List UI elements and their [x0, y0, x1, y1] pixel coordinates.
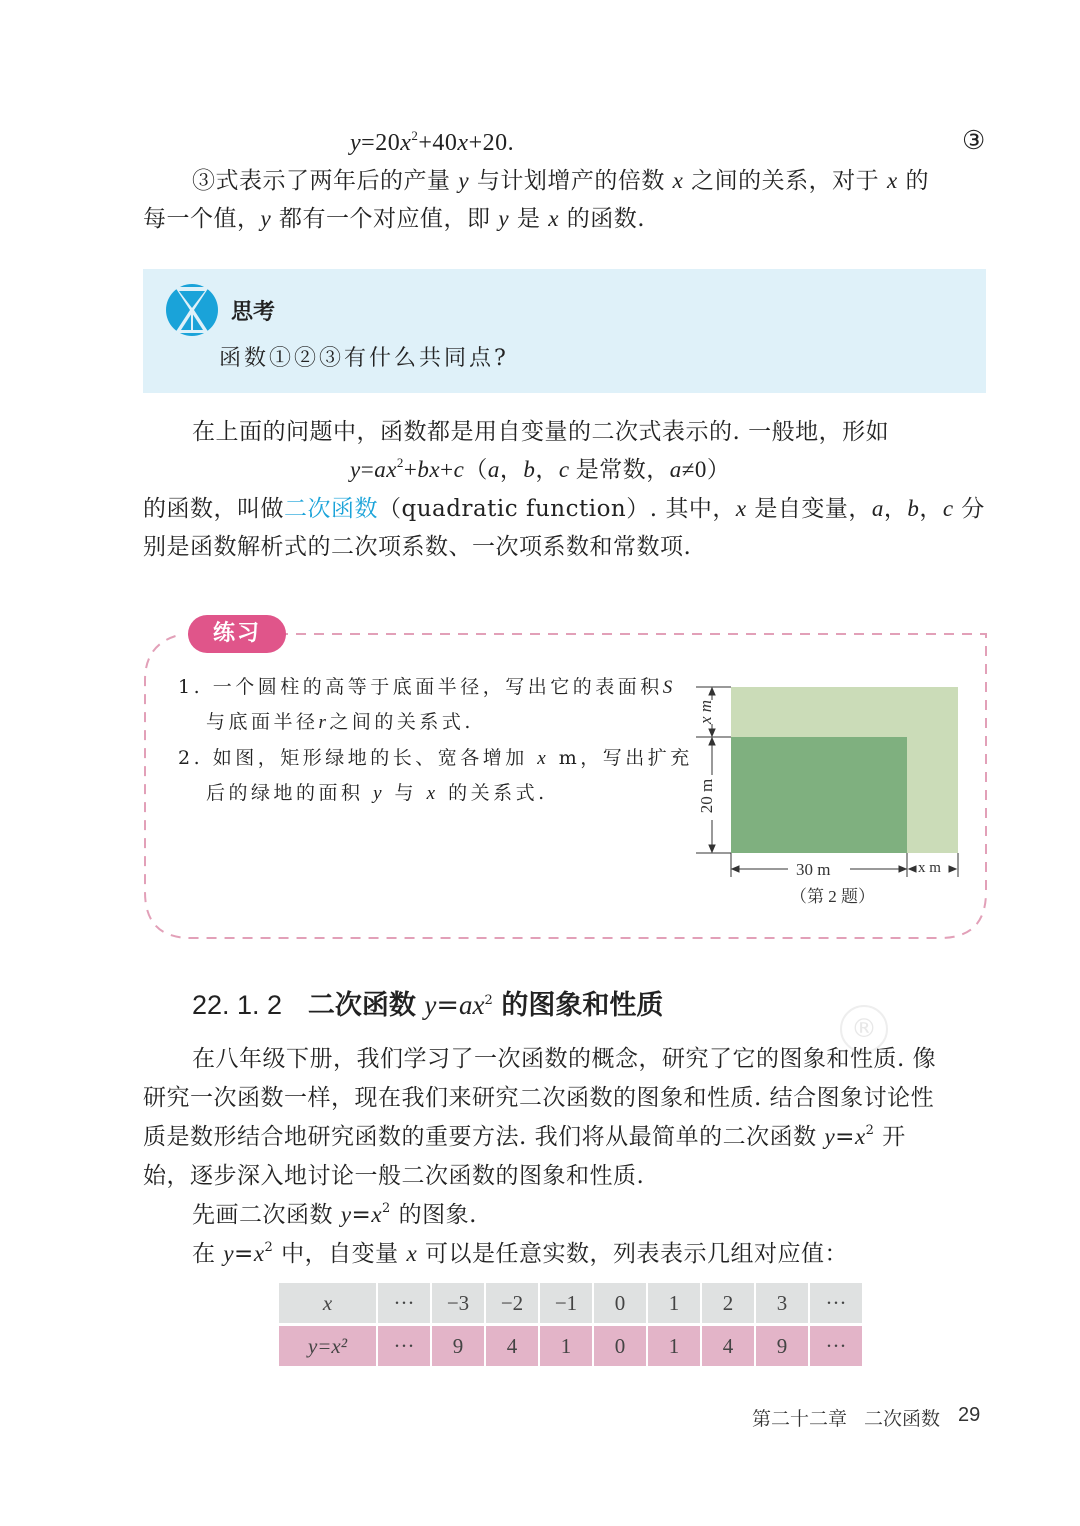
text: 都有一个对应值，即	[271, 206, 499, 232]
table-cell: 1	[648, 1326, 700, 1366]
table-cell: 1	[540, 1326, 592, 1366]
section-title-post: 的图象和性质	[501, 990, 664, 1021]
think-box	[143, 269, 986, 393]
text: ，	[499, 457, 524, 482]
math-var: x	[735, 496, 747, 521]
math-var: x	[537, 748, 550, 769]
paragraph-3-line-2: 研究一次函数一样，现在我们来研究二次函数的图象和性质. 结合图象讨论性	[143, 1085, 935, 1111]
think-question: 函数①②③有什么共同点?	[219, 346, 509, 371]
math-var: x	[887, 168, 898, 193]
text: +	[440, 457, 454, 482]
text: ③式表示了两年后的产量	[192, 168, 459, 194]
math-var: x	[672, 168, 684, 193]
text: 每一个值，	[143, 206, 261, 232]
row-header-y: y=x²	[279, 1326, 376, 1366]
table-cell: 2	[702, 1283, 754, 1323]
figure-caption: （第 2 题）	[790, 887, 875, 906]
eq-exponent: 2	[411, 128, 419, 143]
math-var: x	[854, 1124, 866, 1149]
math-var: x	[548, 206, 559, 231]
text: 与底面半径	[206, 711, 319, 733]
math-var: y	[260, 206, 272, 231]
math-var: x	[429, 457, 441, 482]
footer-chapter-title: 二次函数	[864, 1408, 941, 1430]
text: 后的绿地的面积	[206, 782, 364, 804]
text: 先画二次函数	[192, 1202, 341, 1228]
table-cell: −1	[540, 1283, 592, 1323]
text: 的函数.	[558, 206, 646, 232]
text: ≠0）	[681, 457, 731, 482]
values-table	[277, 1280, 864, 1369]
math-var: r	[318, 712, 330, 733]
text: =	[436, 990, 460, 1021]
exponent: 2	[382, 1201, 391, 1216]
paragraph-3-line-5: 先画二次函数 $y=x^2$ 的图象.	[192, 1201, 477, 1228]
text: +	[403, 457, 418, 482]
text: 如图，矩形绿地的长、宽各增加	[212, 747, 528, 769]
text: m，写出扩充	[558, 747, 693, 769]
math-var: b	[523, 457, 536, 482]
math-var: x	[371, 1202, 383, 1227]
paragraph-2-line-3: 的函数，叫做二次函数（quadratic function）. 其中，x 是自变量，a，b，c 分	[143, 496, 985, 522]
math-var: a	[459, 990, 473, 1020]
text: 是常数，	[569, 457, 670, 482]
label-x-m-height: x m	[696, 699, 716, 725]
text: 之间的关系，对于	[683, 168, 887, 194]
exercise-1-line-1	[178, 674, 676, 701]
math-var: x	[386, 457, 397, 482]
table-cell: 0	[594, 1326, 646, 1366]
table-row-y	[279, 1326, 862, 1366]
exponent: 2	[865, 1123, 875, 1138]
table-cell: 4	[486, 1326, 538, 1366]
text: （	[464, 457, 488, 482]
eq-text: +40	[418, 130, 458, 156]
math-var: S	[662, 677, 676, 698]
math-var: x	[426, 783, 439, 804]
paragraph-3-line-3: 质是数形结合地研究函数的重要方法. 我们将从最简单的二次函数 $y=x^2$ 开	[143, 1123, 906, 1150]
math-var: y	[223, 1241, 235, 1266]
math-var: c	[453, 457, 465, 482]
paragraph-1-line-2	[143, 200, 988, 238]
math-var: a	[487, 457, 500, 482]
table-row-x	[279, 1283, 862, 1323]
math-var: y	[824, 1124, 836, 1149]
math-var: y	[498, 206, 510, 231]
table-cell: 9	[432, 1326, 484, 1366]
text: （quadratic function）. 其中，	[378, 496, 736, 522]
math-var: a	[374, 457, 387, 482]
math-var: b	[907, 496, 920, 521]
math-var: c	[558, 457, 570, 482]
exercise-tag: 练习	[188, 615, 286, 653]
text: 的函数，叫做	[143, 496, 284, 522]
table-cell: 9	[756, 1326, 808, 1366]
table-cell: 4	[702, 1326, 754, 1366]
text: 在	[192, 1241, 224, 1267]
text: ，	[535, 457, 559, 482]
text: 分	[953, 496, 985, 522]
text: 是自变量，	[746, 496, 872, 522]
page-number: 29	[958, 1404, 981, 1426]
exercise-2-line-1	[178, 745, 693, 772]
text: 与计划增产的倍数	[469, 168, 673, 194]
quadratic-general-formula	[350, 451, 1080, 489]
dimension-lines	[690, 680, 980, 890]
paragraph-2-line-1: 在上面的问题中，函数都是用自变量的二次式表示的. 一般地，形如	[192, 419, 890, 445]
text: 的关系式.	[448, 782, 548, 804]
math-var: c	[942, 496, 954, 521]
text: 的图象.	[390, 1202, 477, 1228]
label-20m: 20 m	[697, 778, 717, 814]
label-x-m-width: x m	[918, 860, 941, 876]
math-var: b	[417, 457, 430, 482]
table-cell: ···	[810, 1326, 862, 1366]
table-cell: ···	[378, 1326, 430, 1366]
exponent: 2	[484, 993, 493, 1008]
table-cell: 3	[756, 1283, 808, 1323]
text: =	[360, 457, 375, 482]
table-cell: 0	[594, 1283, 646, 1323]
table-cell: 1	[648, 1283, 700, 1323]
text: 中，自变量	[273, 1241, 407, 1267]
text: 一个圆柱的高等于底面半径，写出它的表面积	[212, 676, 663, 698]
math-var: y	[340, 1202, 352, 1227]
paragraph-1-line-1	[192, 162, 1037, 200]
eq-text: +20.	[468, 130, 515, 156]
term-quadratic-function: 二次函数	[284, 496, 378, 522]
paragraph-3-line-1: 在八年级下册，我们学习了一次函数的概念，研究了它的图象和性质. 像	[192, 1046, 937, 1072]
paragraph-3-line-4: 始，逐步深入地讨论一般二次函数的图象和性质.	[143, 1163, 645, 1189]
section-number: 22. 1. 2	[192, 990, 283, 1020]
text: 与	[394, 782, 418, 804]
table-cell: −2	[486, 1283, 538, 1323]
paragraph-2-line-4: 别是函数解析式的二次项系数、一次项系数和常数项.	[143, 534, 692, 560]
text: 是	[509, 206, 549, 232]
equation-3	[350, 124, 950, 162]
row-header-x: x	[279, 1283, 376, 1323]
text: 可以是任意实数，列表表示几组对应值：	[417, 1241, 848, 1267]
exercise-2-line-2	[206, 780, 548, 807]
eq-var: y	[350, 130, 362, 156]
section-title-pre: 二次函数	[307, 990, 416, 1021]
text: 开	[874, 1124, 906, 1150]
footer-chapter: 第二十二章	[752, 1408, 848, 1430]
math-var: x	[472, 990, 485, 1020]
table-cell: −3	[432, 1283, 484, 1323]
text: 的	[897, 168, 930, 194]
math-var: y	[458, 168, 470, 193]
eq-var: x	[400, 130, 412, 156]
text: 质是数形结合地研究函数的重要方法. 我们将从最简单的二次函数	[143, 1124, 825, 1150]
exercise-1-line-2	[206, 709, 474, 736]
math-var: y	[424, 990, 437, 1020]
math-var: x	[253, 1241, 265, 1266]
math-var: y	[350, 457, 361, 482]
table-cell: ···	[378, 1283, 430, 1323]
section-heading	[192, 983, 663, 1022]
think-title: 思考	[231, 300, 276, 325]
eq-var: x	[457, 130, 469, 156]
exercise-number: 2.	[178, 747, 204, 769]
table-cell: ···	[810, 1283, 862, 1323]
math-var: x	[406, 1241, 418, 1266]
math-var: a	[871, 496, 884, 521]
equation-number: ③	[962, 126, 986, 156]
math-var: y	[373, 783, 385, 804]
eq-text: =20	[361, 130, 401, 156]
math-var: a	[669, 457, 682, 482]
paragraph-3-line-6: 在 $y=x^2$ 中，自变量 x 可以是任意实数，列表表示几组对应值：	[192, 1240, 848, 1267]
exponent: 2	[264, 1240, 274, 1255]
label-30m: 30 m	[796, 860, 831, 879]
text: 之间的关系式.	[329, 711, 474, 733]
exponent: 2	[396, 455, 404, 470]
registered-watermark-icon: ®	[840, 1005, 888, 1053]
hourglass-think-icon	[165, 283, 219, 337]
exercise-number: 1.	[178, 676, 204, 698]
